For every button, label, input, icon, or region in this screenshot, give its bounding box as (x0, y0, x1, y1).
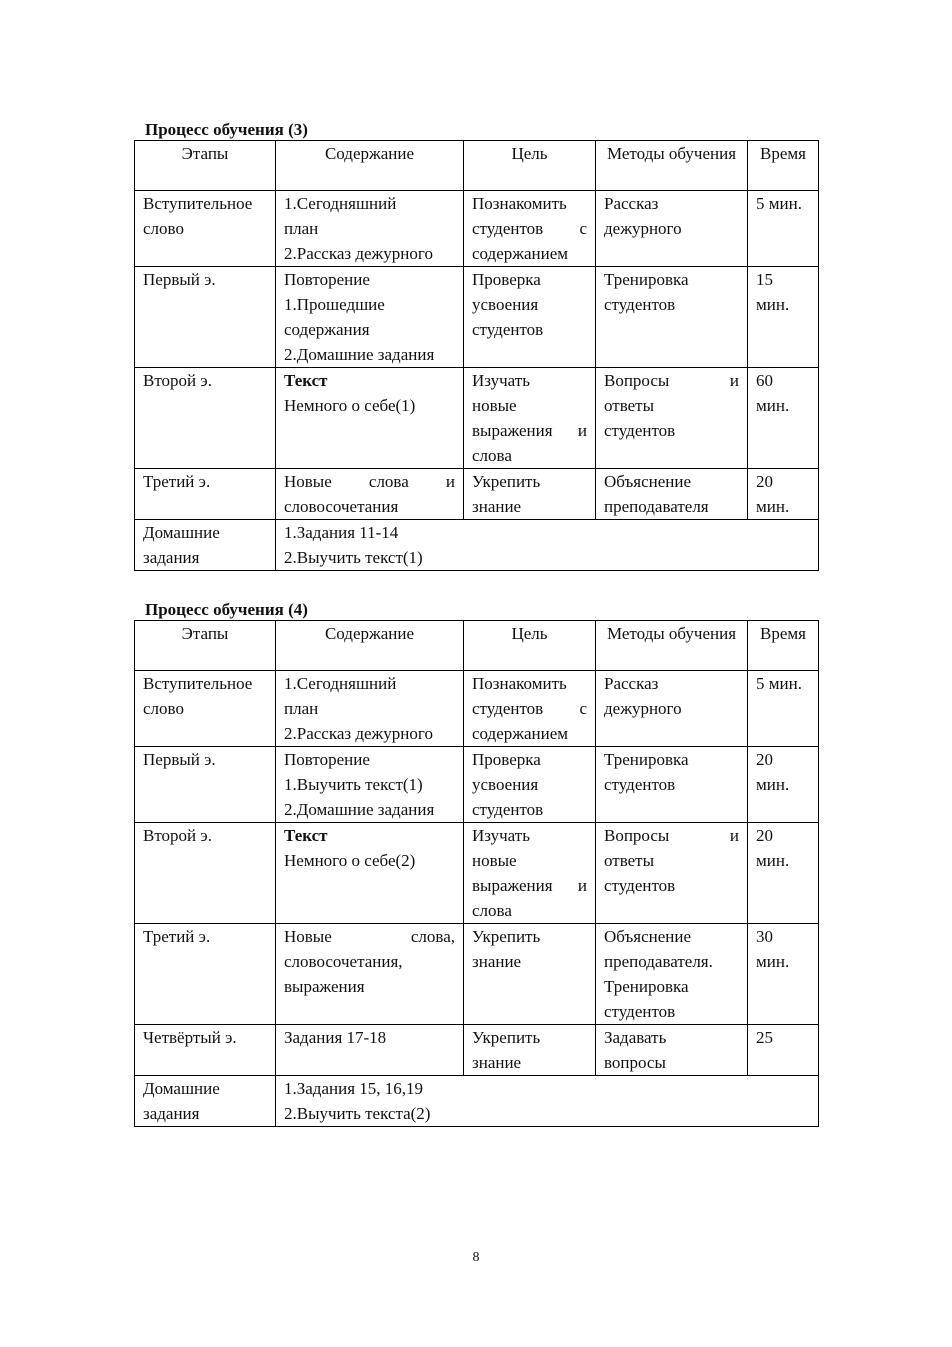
methods-cell (596, 267, 748, 368)
methods-line: Вопросы и (604, 826, 739, 845)
table-row (135, 469, 819, 520)
content-line: 1.Прошедшие (284, 295, 385, 314)
content-line: Немного о себе(1) (284, 396, 416, 415)
methods-cell (596, 191, 748, 267)
goal-line: усвоения (472, 775, 539, 794)
table-row (135, 368, 819, 469)
methods-line: Задавать (604, 1028, 667, 1047)
methods-line: Тренировка (604, 977, 689, 996)
goal-line: содержанием (472, 244, 569, 263)
methods-cell (596, 1025, 748, 1076)
table-row (135, 823, 819, 924)
content-cell (276, 671, 464, 747)
lesson-plan-3 (134, 120, 818, 571)
homework-item: 2.Выучить текст(1) (284, 548, 423, 567)
goal-line: слова (472, 901, 512, 920)
content-line: содержания (284, 320, 370, 339)
time-line: мин. (756, 775, 790, 794)
methods-line: студентов (604, 295, 676, 314)
header-row (135, 141, 819, 191)
goal-line: Познакомить (472, 194, 567, 213)
time-line: 25 (756, 1028, 773, 1047)
content-line: план (284, 219, 319, 238)
content-cell (276, 924, 464, 1025)
goal-cell (464, 469, 596, 520)
methods-cell (596, 671, 748, 747)
goal-cell (464, 823, 596, 924)
time-cell (748, 747, 819, 823)
time-line: 60 (756, 371, 773, 390)
goal-line: студентов (472, 800, 544, 819)
homework-item: 1.Задания 15, 16,19 (284, 1079, 424, 1098)
header-content: Содержание (276, 141, 464, 191)
header-goal: Цель (464, 621, 596, 671)
lesson-plan-4 (134, 600, 818, 1127)
table-row (135, 747, 819, 823)
goal-cell (464, 1025, 596, 1076)
header-methods: Методы обучения (596, 621, 748, 671)
methods-cell (596, 823, 748, 924)
goal-line: Укрепить (472, 927, 541, 946)
content-line: 2.Домашние задания (284, 345, 435, 364)
homework-items (276, 1076, 819, 1127)
stage-cell: Первый э. (135, 747, 276, 823)
methods-cell (596, 368, 748, 469)
methods-line: студентов (604, 876, 676, 895)
stage-cell: Второй э. (135, 823, 276, 924)
stage-cell: Второй э. (135, 368, 276, 469)
header-methods: Методы обучения (596, 141, 748, 191)
table-row (135, 191, 819, 267)
goal-line: содержанием (472, 724, 569, 743)
header-row (135, 621, 819, 671)
methods-line: дежурного (604, 219, 682, 238)
goal-line: Укрепить (472, 1028, 541, 1047)
content-line: 1.Выучить текст(1) (284, 775, 423, 794)
homework-label-line: задания (143, 548, 200, 567)
goal-line: Изучать (472, 826, 530, 845)
header-stages: Этапы (135, 621, 276, 671)
goal-line: Изучать (472, 371, 530, 390)
time-line: 30 (756, 927, 773, 946)
goal-line: новые (472, 396, 517, 415)
time-line: 20 (756, 472, 773, 491)
methods-line: студентов (604, 775, 676, 794)
homework-item: 1.Задания 11-14 (284, 523, 399, 542)
methods-line: Рассказ (604, 674, 659, 693)
goal-line: студентов с (472, 699, 587, 718)
goal-line: студентов (472, 320, 544, 339)
time-line: мин. (756, 497, 790, 516)
content-cell (276, 469, 464, 520)
goal-line: знание (472, 952, 522, 971)
homework-label-line: Домашние (143, 1079, 220, 1098)
methods-line: Тренировка (604, 270, 689, 289)
content-line: выражения (284, 977, 365, 996)
time-line: 5 мин. (756, 194, 802, 213)
time-cell (748, 191, 819, 267)
header-time: Время (748, 141, 819, 191)
time-line: мин. (756, 396, 790, 415)
stage-cell: Вступительное слово (135, 191, 276, 267)
goal-line: Познакомить (472, 674, 567, 693)
goal-line: новые (472, 851, 517, 870)
time-line: 5 мин. (756, 674, 802, 693)
time-line: 20 (756, 750, 773, 769)
content-cell (276, 747, 464, 823)
lesson-table (134, 620, 819, 1127)
header-time: Время (748, 621, 819, 671)
time-cell (748, 823, 819, 924)
header-goal: Цель (464, 141, 596, 191)
methods-line: вопросы (604, 1053, 666, 1072)
homework-label (135, 1076, 276, 1127)
content-line: план (284, 699, 319, 718)
methods-line: студентов (604, 1002, 676, 1021)
goal-line: выражения и (472, 421, 587, 440)
methods-line: Объяснение (604, 927, 692, 946)
methods-line: студентов (604, 421, 676, 440)
homework-label-line: задания (143, 1104, 200, 1123)
goal-cell (464, 368, 596, 469)
table-row (135, 1025, 819, 1076)
methods-cell (596, 469, 748, 520)
time-cell (748, 368, 819, 469)
homework-label-line: Домашние (143, 523, 220, 542)
text-heading: Текст (284, 371, 328, 390)
content-line: Повторение (284, 750, 370, 769)
time-line: мин. (756, 952, 790, 971)
section-title: Процесс обучения (4) (145, 600, 308, 619)
methods-line: ответы (604, 396, 655, 415)
table-row (135, 671, 819, 747)
methods-cell (596, 747, 748, 823)
content-line: 2.Рассказ дежурного (284, 244, 433, 263)
content-cell (276, 191, 464, 267)
homework-items (276, 520, 819, 571)
methods-line: Рассказ (604, 194, 659, 213)
methods-line: Тренировка (604, 750, 689, 769)
content-line: 1.Сегодняшний (284, 194, 397, 213)
content-line: 1.Сегодняшний (284, 674, 397, 693)
goal-line: Проверка (472, 750, 541, 769)
content-cell (276, 823, 464, 924)
content-cell (276, 267, 464, 368)
methods-line: Объяснение (604, 472, 692, 491)
stage-cell: Третий э. (135, 469, 276, 520)
time-line: 20 (756, 826, 773, 845)
goal-line: знание (472, 1053, 522, 1072)
table-row (135, 267, 819, 368)
methods-line: дежурного (604, 699, 682, 718)
section-title: Процесс обучения (3) (145, 120, 308, 139)
time-line: мин. (756, 295, 790, 314)
content-line: словосочетания, (284, 952, 403, 971)
time-cell (748, 924, 819, 1025)
methods-line: Вопросы и (604, 371, 739, 390)
methods-line: преподавателя (604, 497, 709, 516)
time-line: 15 (756, 270, 773, 289)
goal-line: слова (472, 446, 512, 465)
goal-cell (464, 924, 596, 1025)
homework-row (135, 520, 819, 571)
methods-cell (596, 924, 748, 1025)
content-line: Новые слова, (284, 927, 455, 946)
time-line: мин. (756, 851, 790, 870)
content-line: Немного о себе(2) (284, 851, 416, 870)
goal-line: знание (472, 497, 522, 516)
homework-item: 2.Выучить текста(2) (284, 1104, 431, 1123)
content-line: словосочетания (284, 497, 399, 516)
time-cell (748, 469, 819, 520)
time-cell (748, 671, 819, 747)
goal-line: выражения и (472, 876, 587, 895)
goal-line: Проверка (472, 270, 541, 289)
table-row (135, 924, 819, 1025)
homework-label (135, 520, 276, 571)
content-line: Повторение (284, 270, 370, 289)
content-cell (276, 368, 464, 469)
goal-line: Укрепить (472, 472, 541, 491)
goal-cell (464, 747, 596, 823)
stage-cell: Четвёртый э. (135, 1025, 276, 1076)
content-line: 2.Домашние задания (284, 800, 435, 819)
goal-line: студентов с (472, 219, 587, 238)
content-line: Задания 17-18 (284, 1028, 387, 1047)
page-number: 8 (472, 1250, 480, 1265)
content-cell (276, 1025, 464, 1076)
homework-row (135, 1076, 819, 1127)
goal-cell (464, 671, 596, 747)
methods-line: ответы (604, 851, 655, 870)
header-content: Содержание (276, 621, 464, 671)
goal-cell (464, 191, 596, 267)
content-line: 2.Рассказ дежурного (284, 724, 433, 743)
header-stages: Этапы (135, 141, 276, 191)
time-cell (748, 1025, 819, 1076)
goal-cell (464, 267, 596, 368)
goal-line: усвоения (472, 295, 539, 314)
content-line: Новые слова и (284, 472, 455, 491)
stage-cell: Третий э. (135, 924, 276, 1025)
lesson-table (134, 140, 819, 571)
text-heading: Текст (284, 826, 328, 845)
methods-line: преподавателя. (604, 952, 713, 971)
stage-cell: Вступительное слово (135, 671, 276, 747)
stage-cell: Первый э. (135, 267, 276, 368)
time-cell (748, 267, 819, 368)
